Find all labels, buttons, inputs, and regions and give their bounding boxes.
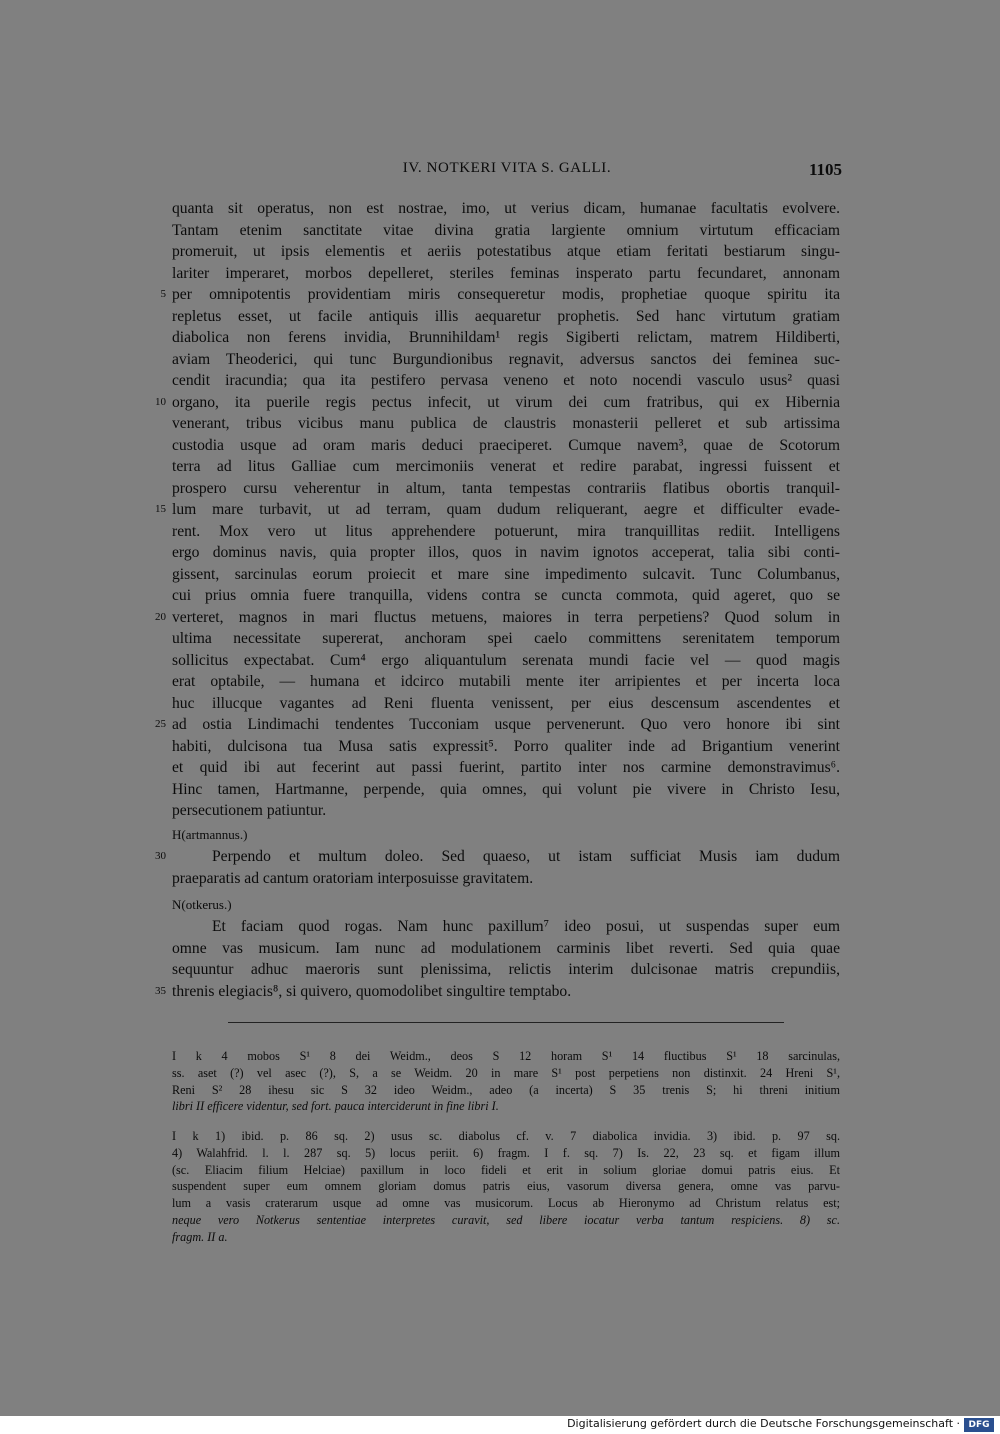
- line-number: 15: [155, 503, 166, 515]
- text-line: terra ad litus Galliae cum mercimoniis venerat et redire parabat, ingressi fuissent et: [172, 458, 840, 475]
- text-line: Hinc tamen, Hartmanne, perpende, quia omnes, qui volunt pie vivere in Christo Iesu,: [172, 780, 840, 798]
- text-line: huc illucque vagantes ad Reni fluenta venissent, per eius descensum ascendentes et: [172, 694, 840, 712]
- text-line: praeparatis ad cantum oratoriam interposuisse gravitatem.: [172, 869, 534, 887]
- footnote-line: neque vero Notkerus sententiae interpretes curavit, sed libere iocatur verba tantum respiciens. 8) sc.: [172, 1213, 840, 1227]
- line-number: 20: [155, 610, 166, 623]
- footnote-line: suspendent super eum omnem gloriam domus patris eius, vasorum diversa genera, omne vas parvu-: [172, 1179, 840, 1194]
- text-line: cui prius omnia fuere tranquilla, videns contra se cuncta commota, quid ageret, quo se: [172, 587, 840, 604]
- text-line: threnis elegiacis⁸, si quivero, quomodolibet singultire temptabo.: [172, 982, 572, 1000]
- dfg-logo-icon: DFG: [964, 1418, 994, 1432]
- footnote-divider: [228, 1022, 784, 1023]
- footnote-line: lum a vasis craterarum usque ad omne vas musicorum. Locus ab Hieronymo ad Christum relatus est;: [172, 1196, 840, 1211]
- text-line: persecutionem patiuntur.: [172, 802, 327, 819]
- text-line: sequuntur adhuc maeroris sunt plenissima, relictis interim dulcisonae matris crepundiis,: [172, 961, 840, 978]
- text-line: Perpendo et multum doleo. Sed quaeso, ut istam sufficiat Musis iam dudum: [212, 848, 840, 865]
- text-line: ergo dominus navis, quia propter illos, quos in navim ignotos acceperat, talia sibi conti-: [172, 544, 840, 561]
- line-number: 35: [155, 984, 166, 997]
- apparatus-line: libri II efficere videntur, sed fort. pauca interciderunt in fine libri I.: [172, 1099, 499, 1114]
- text-line: ultima necessitate supererat, anchoram spei caelo committens serenitatem temporum: [172, 630, 840, 647]
- text-line: Tantam etenim sanctitate vitae divina gratia largiente omnium virtutum efficaciam: [172, 221, 840, 239]
- line-number: 25: [155, 718, 166, 730]
- line-number: 30: [155, 850, 166, 862]
- footnote-line: fragm. II a.: [172, 1229, 228, 1244]
- page-number: 1105: [808, 160, 842, 179]
- text-line: venerant, tribus vicibus manu publica de claustris monasterii pelleret et sub artissima: [172, 415, 840, 432]
- text-line: et quid ibi aut fecerint aut passi fuerint, partito inter nos carmine demonstravimus⁶.: [172, 759, 840, 776]
- text-line: quanta sit operatus, non est nostrae, imo, ut verius dicam, humanae facultatis evolvere.: [172, 200, 840, 217]
- apparatus-line: Reni S² 28 ihesu sic S 32 ideo Weidm., adeo (a incerta) S 35 trenis S; hi threni initium: [172, 1082, 840, 1097]
- funding-notice: Digitalisierung gefördert durch die Deutsche Forschungsgemeinschaft ·: [567, 1417, 960, 1430]
- text-line: organo, ita puerile regis pectus infecit, ut virum dei cum fratribus, qui ex Hibernia: [172, 393, 840, 411]
- footnote-line: 4) Walahfrid. l. l. 287 sq. 5) locus periit. 6) fragm. I f. sq. 7) Is. 22, 23 sq. et figam illum: [172, 1145, 840, 1160]
- text-line: lariter imperaret, morbos depelleret, steriles feminas insperato partu fecundaret, annonam: [172, 264, 840, 282]
- text-line: cendit iracundia; qua ita pestifero pervasa veneno et noto nocendi vasculo usus² quasi: [172, 372, 840, 389]
- digitization-footer: [0, 1416, 1000, 1434]
- line-number: 5: [160, 288, 166, 300]
- speaker-label-notkerus: N(otkerus.): [172, 897, 232, 912]
- text-line: prospero cursu veherentur in altum, tanta tempestas contrariis flatibus obortis tranquil-: [172, 479, 840, 497]
- text-line: erat optabile, — humana et idcirco mutabili mente iter arripientes et per incerta loca: [172, 673, 840, 690]
- text-line: gissent, sarcinulas eorum proiecit et mare sine impedimento sulcavit. Tunc Columbanus,: [172, 565, 840, 583]
- text-line: sollicitus expectabat. Cum⁴ ergo aliquantulum serenata mundi facie vel — quod magis: [172, 651, 840, 669]
- text-line: repletus esset, ut facile antiquis illis aequaretur prophetis. Sed hanc virtutum gratiam: [172, 307, 840, 325]
- text-line: omne vas musicum. Iam nunc ad modulationem carminis libet reverti. Sed quia quae: [172, 939, 840, 957]
- text-line: diabolica non ferens invidia, Brunnihildam¹ regis Sigiberti relictam, matrem Hildiberti,: [172, 329, 840, 346]
- text-line: custodia usque ad oram maris deduci praeciperet. Cumque navem³, quae de Scotorum: [172, 436, 840, 454]
- text-line: rent. Mox vero ut litus apprehendere potuerunt, mira tranquillitas rediit. Intelligens: [172, 522, 840, 540]
- apparatus-line: ss. aset (?) vel asec (?), S, a se Weidm. 20 in mare S¹ post perpetiens non distinxit. 24 Hreni S¹,: [172, 1065, 840, 1080]
- apparatus-line: I k 4 mobos S¹ 8 dei Weidm., deos S 12 horam S¹ 14 fluctibus S¹ 18 sarcinulas,: [172, 1049, 840, 1063]
- text-line: Et faciam quod rogas. Nam hunc paxillum⁷ ideo posui, ut suspendas super eum: [212, 918, 840, 935]
- text-line: per omnipotentis providentiam miris consequeretur modis, prophetiae quoque spiritu ita: [172, 286, 840, 303]
- page-header: [172, 160, 842, 186]
- text-line: promeruit, ut ipsis elementis et aeriis potestatibus atque etiam feritati bestiarum singu-: [172, 243, 840, 260]
- text-line: aviam Theoderici, qui tunc Burgundionibus regnavit, adversus sanctos dei feminea suc-: [172, 350, 840, 368]
- line-number: 10: [155, 395, 166, 408]
- footnote-line: (sc. Eliacim filium Helciae) paxillum in loco fideli et erit in solium gloriae domui patris eius. Et: [172, 1162, 840, 1177]
- speaker-label-hartmannus: H(artmannus.): [172, 827, 248, 842]
- footnote-line: I k 1) ibid. p. 86 sq. 2) usus sc. diabolus cf. v. 7 diabolica invidia. 3) ibid. p. 97 sq.: [172, 1129, 840, 1143]
- text-line: lum mare turbavit, ut ad terram, quam dudum reliquerant, aegre et difficulter evade-: [172, 501, 840, 518]
- text-line: verteret, magnos in mari fluctus metuens, maiores in terra perpetiens? Quod solum in: [172, 608, 840, 626]
- text-line: ad ostia Lindimachi tendentes Tucconiam usque pervenerunt. Quo vero honore ibi sint: [172, 716, 840, 733]
- text-line: habiti, dulcisona tua Musa satis expressit⁵. Porro qualiter inde ad Brigantium venerint: [172, 737, 840, 755]
- running-title: IV. NOTKERI VITA S. GALLI.: [402, 160, 612, 176]
